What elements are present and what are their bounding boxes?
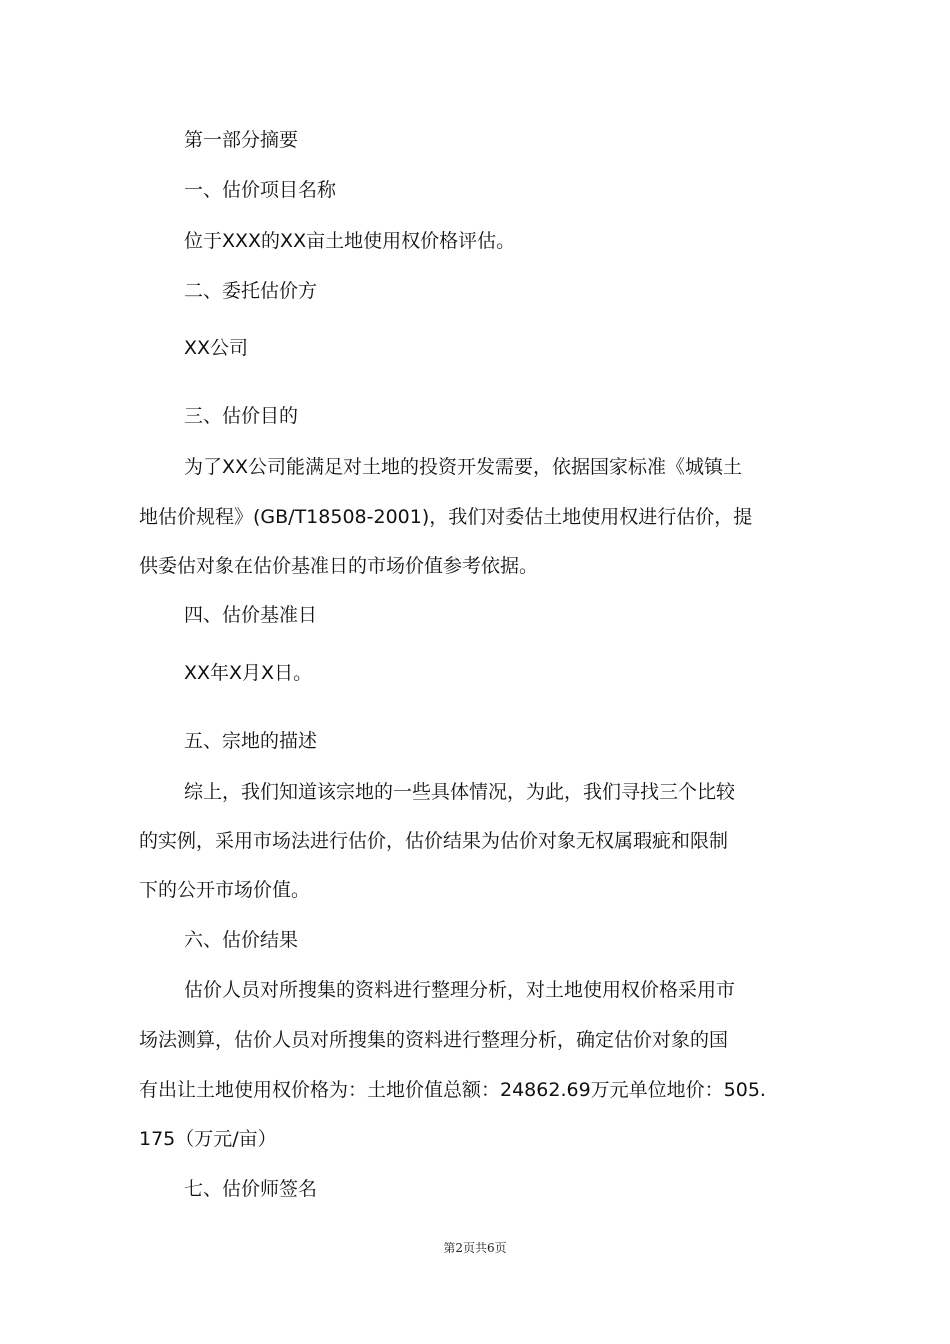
heading-client: 二、委托估价方	[184, 280, 318, 302]
heading-parcel-description: 五、宗地的描述	[184, 730, 318, 752]
section-title: 第一部分摘要	[184, 129, 299, 151]
paragraph-purpose-line: 供委估对象在估价基准日的市场价值参考依据。	[139, 555, 539, 577]
heading-purpose: 三、估价目的	[184, 405, 299, 427]
page-number-footer: 第2页共6页	[443, 1241, 507, 1255]
heading-appraiser-signature: 七、估价师签名	[184, 1178, 318, 1200]
paragraph-purpose-line: 为了XX公司能满足对土地的投资开发需要，依据国家标准《城镇土	[184, 456, 743, 478]
heading-valuation-date: 四、估价基准日	[184, 604, 318, 626]
paragraph-result-line: 175（万元/亩）	[139, 1128, 277, 1150]
paragraph-client: XX公司	[184, 337, 249, 359]
paragraph-parcel-line: 下的公开市场价值。	[139, 879, 311, 901]
paragraph-purpose-line: 地估价规程》(GB/T18508-2001)，我们对委估土地使用权进行估价，提	[139, 506, 753, 528]
heading-valuation-result: 六、估价结果	[184, 929, 299, 951]
paragraph-parcel-line: 综上，我们知道该宗地的一些具体情况，为此，我们寻找三个比较	[184, 781, 736, 803]
paragraph-result-line: 估价人员对所搜集的资料进行整理分析，对土地使用权价格采用市	[184, 979, 736, 1001]
paragraph-result-line: 有出让土地使用权价格为：土地价值总额：24862.69万元单位地价：505.	[139, 1079, 766, 1101]
paragraph-valuation-date: XX年X月X日。	[184, 662, 313, 684]
paragraph-parcel-line: 的实例，采用市场法进行估价，估价结果为估价对象无权属瑕疵和限制	[139, 830, 729, 852]
paragraph-result-line: 场法测算，估价人员对所搜集的资料进行整理分析，确定估价对象的国	[139, 1029, 729, 1051]
paragraph-project-name: 位于XXX的XX亩土地使用权价格评估。	[184, 230, 516, 252]
heading-project-name: 一、估价项目名称	[184, 179, 337, 201]
